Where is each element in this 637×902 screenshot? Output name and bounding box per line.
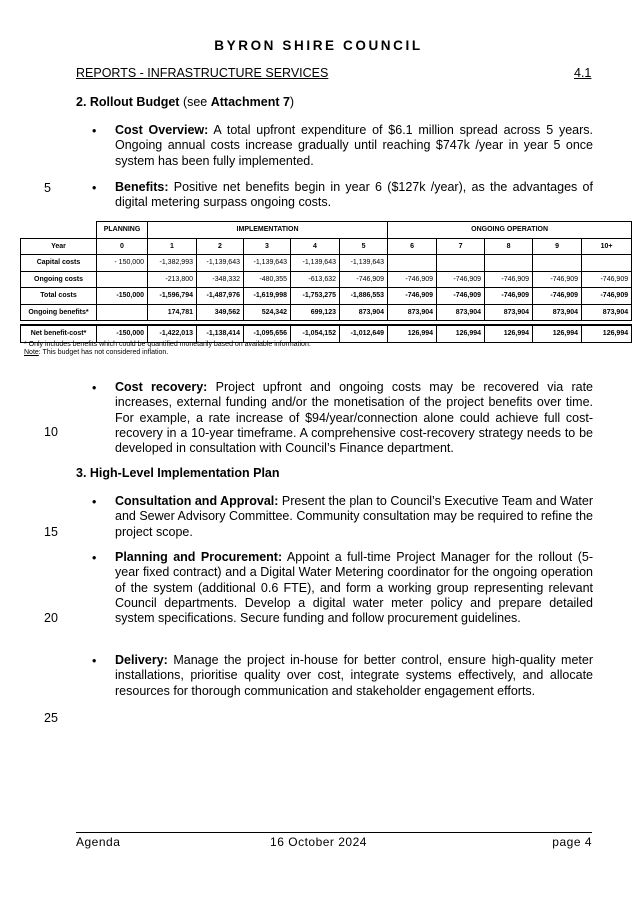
group-header-row [21, 222, 632, 239]
bullet-marker: • [92, 381, 97, 395]
table-note: Note: This budget has not considered inflation. [24, 349, 169, 356]
line-number: 15 [44, 525, 58, 539]
delivery-paragraph: Delivery: Manage the project in-house for better control, ensure high-quality meter installations, prioritise quality over cost, integrate systems effectively, and allocate resources for thorough communication and stakeholder engagement efforts. [115, 653, 593, 698]
cost-recovery-paragraph: Cost recovery: Project upfront and ongoing costs may be recovered via rate increases, external funding and/or the monetisation of the project benefits over time. For example, a rate increase of $94/year/connection alone could achieve full cost-recovery in a 10-year timeframe. A comprehensive cost-recovery strategy needs to be developed in consultation with Council’s Finance department. [115, 380, 593, 456]
footer-date: 16 October 2024 [270, 835, 367, 849]
line-number: 10 [44, 425, 58, 439]
section-number: 4.1 [574, 66, 592, 80]
group-planning: PLANNING [97, 222, 148, 239]
table-row: Capital costs - 150,000 -1,382,993 -1,139,643 -1,139,643 -1,139,643 -1,139,643 [21, 255, 632, 272]
bullet-marker: • [92, 654, 97, 668]
council-name: BYRON SHIRE COUNCIL [214, 38, 423, 53]
cost-overview-paragraph: Cost Overview: A total upfront expenditure of $6.1 million spread across 5 years. Ongoing annual costs increase gradually until reaching $747k /year in year 5 once system has been fully implemented. [115, 123, 593, 168]
table-footnote: * Only includes benefits which could be quantified monetarily based on available information. [24, 341, 311, 348]
rollout-heading: 2. Rollout Budget (see Attachment 7) [76, 95, 295, 109]
consultation-paragraph: Consultation and Approval: Present the plan to Council’s Executive Team and Water and Sewer Advisory Committee. Community consultation may be required to refine the project scope. [115, 494, 594, 539]
bullet-marker: • [92, 495, 97, 509]
plan-heading: 3. High-Level Implementation Plan [76, 466, 280, 480]
footer-agenda: Agenda [76, 835, 121, 849]
rollout-budget-table [20, 221, 632, 343]
bullet-marker: • [92, 551, 97, 565]
table-row: Ongoing benefits* 174,781 349,562 524,342 699,123 873,904 873,904 873,904 873,904 873,904 873,904 [21, 304, 632, 321]
group-implementation: IMPLEMENTATION [148, 222, 388, 239]
section-title: REPORTS - INFRASTRUCTURE SERVICES [76, 66, 329, 80]
table-row: Total costs -150,000 -1,596,794 -1,487,976 -1,619,998 -1,753,275 -1,886,553 -746,909 -746,909 -746,909 -746,909 -746,909 [21, 288, 632, 305]
table-row: Net benefit-cost* -150,000 -1,422,013 -1,138,414 -1,095,656 -1,054,152 -1,012,649 126,994 126,994 126,994 126,994 126,994 [21, 325, 632, 342]
table-row: Ongoing costs -213,800 -348,332 -480,355 -613,632 -746,909 -746,909 -746,909 -746,909 -746,909 -746,909 [21, 271, 632, 288]
group-ongoing: ONGOING OPERATION [388, 222, 632, 239]
year-row: Year 0 1 2 3 4 5 6 7 8 9 10+ [21, 238, 632, 255]
footer-page: page 4 [552, 835, 592, 849]
bullet-marker: • [92, 181, 97, 195]
line-number: 20 [44, 611, 58, 625]
bullet-marker: • [92, 124, 97, 138]
footer-rule [76, 832, 592, 833]
line-number: 5 [44, 181, 51, 195]
planning-paragraph: Planning and Procurement: Appoint a full-time Project Manager for the rollout (5-year fixed contract) and a Digital Water Metering coordinator for the ongoing operation of the system (additional 0.6 FTE), and form a working group representing relevant Council departments. Develop a digital water meter policy and prepare detailed system specifications. Secure funding and follow procurement guidelines. [115, 550, 593, 626]
line-number: 25 [44, 711, 58, 725]
benefits-paragraph: Benefits: Positive net benefits begin in year 6 ($127k /year), as the advantages of digital metering surpass ongoing costs. [115, 180, 593, 210]
